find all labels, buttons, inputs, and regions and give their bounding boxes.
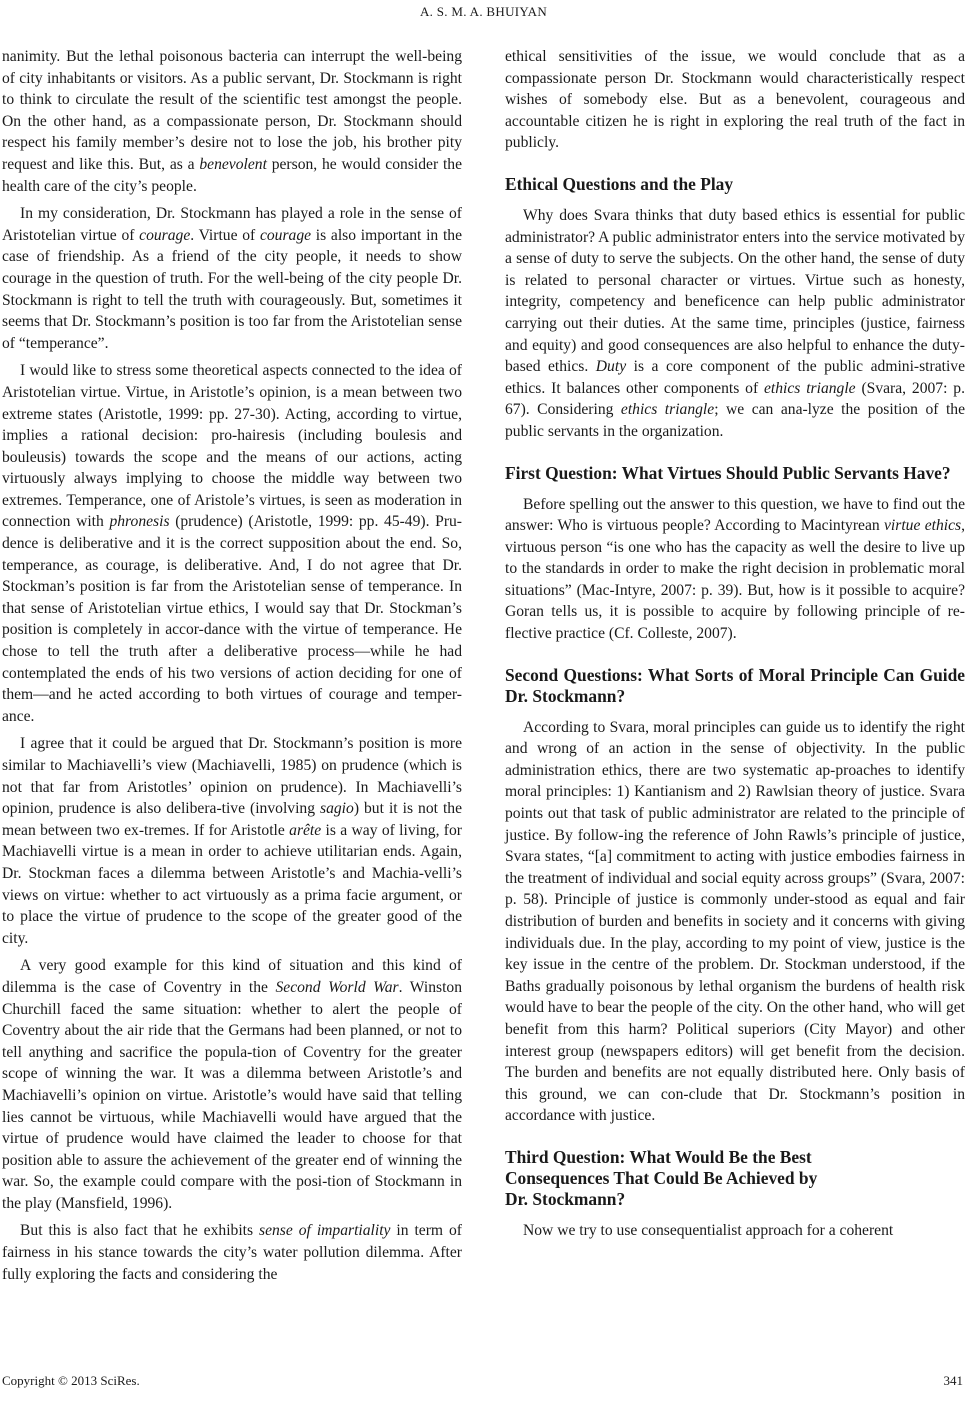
paragraph: Now we try to use consequentialist approach for a coherent [523, 1221, 894, 1239]
section-heading: First Question: What Virtues Should Public Servants Have? [505, 462, 951, 483]
right-column [505, 46, 965, 1242]
paragraph: I agree that it could be argued that Dr. Stockmann’s position is more similar to Machiavelli’s view (Machiavelli, 1985) on prudence (which is not that far from Aristotles’ opinion on prudence). In Machiavelli’s opinion, prudence is also delibera-tive (involving sagio) but it is not the mean between two ex-tremes. If for Aristotle arête is a way of living, for Machiavelli virtue is a mean in order to achieve utilitarian ends. Again, Dr. Stockman faces a dilemma between Aristotle’s and Machia-velli’s views on virtue: whether to act virtuously as a prima facie argument, or to place the virtue of prudence to the scope of the greater good of the city. [2, 735, 462, 947]
footer-copyright: Copyright © 2013 SciRes. [2, 1373, 140, 1388]
paragraph: ethical sensitivities of the issue, we would conclude that as a compassionate person Dr. Stockmann would characteristically respect wishes of somebody else. But as a benevolent, courageous and accountable citizen he is right in exploring the real truth of the fact in publicly. [505, 48, 965, 152]
section-heading: Ethical Questions and the Play [505, 173, 734, 194]
left-column [2, 46, 462, 1285]
page-number: 341 [943, 1373, 963, 1388]
paragraph: According to Svara, moral principles can guide us to identify the right and wrong of an action in the sense of objectivity. In the public administration ethics, there are two systematic ap-proaches to identify moral principles: 1) Kantianism and 2) Rawlsian theory of justice. Svara points out that task of public administrator are related to the principle of justice. By follow-ing the reference of John Rawls’s principle of justice, Svara states, “[a] commitment to acting with justice embodies fairness in the treatment of individual and social equity across groups” (Svara, 2007: p. 58). Principle of justice is commonly under-stood as equal and fair distribution of burden and benefits in society and it concerns with giving individuals due. In the play, according to my point of view, justice is the key issue in the centre of the problem. Dr. Stockman understood, if the Baths gradually poisonous by lethal organism the burdens of health risk would have to bear the people of the city. On the other hand, who will get benefit from this harm? Political superiors (City Mayor) and other interest group (newspapers editors) will get benefit from the decision. The burden and benefits are not equally distributed here. Only basis of this ground, we can con-clude that Dr. Stockmann’s position in accordance with justice. [505, 718, 965, 1125]
paragraph: I would like to stress some theoretical aspects connected to the idea of Aristotelian virtue. Virtue, in Aristotle’s opinion, is a mean between two extreme states (Aristotle, 1999: pp. 27-30). Acting, according to virtue, implies a rational decision: pro-hairesis (including boulesis and bouleusis) towards the scope and the means of our actions, acting virtuously always implying to choose the middle way between two extremes. Temperance, one of Aristole’s virtues, is seen as moderation in connection with phronesis (prudence) (Aristotle, 1999: pp. 45-49). Pru-dence is deliberative and it is the correct supposition about the end. So, temperance, as courage, is deliberative. And, I do not agree that Dr. Stockman’s position is far from the Aristotelian sense of temperance. In that sense of Aristotelian virtue ethics, I would say that Dr. Stockman’s position is completely in accor-dance with the virtue of temperance. He chose to tell the truth after a deliberative process—while he had contemplated the ends of his two versions of action deciding for one of them—and he acted according to both virtues of courage and temper-ance. [2, 362, 462, 725]
section-heading: Second Questions: What Sorts of Moral Principle Can Guide Dr. Stockmann? [505, 664, 965, 706]
paragraph: Why does Svara thinks that duty based ethics is essential for public administrator? A public administrator enters into the service motivated by a sense of duty to serve the subjects. On the other hand, the sense of duty is related to personal character or virtues. Virtue such as honesty, integrity, competency and beneficence can help public administrator carrying out their duties. At the same time, principles (justice, fairness and equity) and good consequences are also helpful to enhance the duty-based ethics. Duty is a core component of the public admini-strative ethics. It balances other components of ethics triangle (Svara, 2007: p. 67). Considering ethics triangle; we can ana-lyze the position of the public servants in the organization. [505, 206, 966, 440]
paragraph: But this is also fact that he exhibits sense of impartiality in term of fairness in his stance towards the city’s water pollution dilemma. After fully exploring the facts and considering the [2, 1222, 462, 1283]
paragraph: nanimity. But the lethal poisonous bacteria can interrupt the well-being of city inhabitants or visitors. As a public servant, Dr. Stockmann is right to think to circulate the result of the scientific test amongst the people. On the other hand, as a compassionate person, Dr. Stockmann should respect his family member’s desire not to lose the job, his brother pity request and like this. But, as a benevolent person, he would consider the health care of the city’s people. [2, 48, 462, 195]
paragraph: Before spelling out the answer to this question, we have to find out the answer: Who is virtuous people? According to Macintyrean virtue ethics, virtuous person “is one who has the capacity as well the desire to live up to the standards in order to make the right decision in problematic moral situations” (Mac-Intyre, 2007: p. 39). But, how is it possible to acquire? Goran tells us, it is possible to acquire by following principle of re-flective practice (Cf. Colleste, 2007). [505, 495, 965, 643]
running-head: A. S. M. A. BHUIYAN [419, 4, 548, 19]
paragraph: A very good example for this kind of situation and this kind of dilemma is the case of Coventry in the Second World War. Winston Churchill faced the same situation: whether to alert the people of Coventry about the air ride that the Germans had been planned, or not to tell anything and sacrifice the popula-tion of Coventry for the greater scope of winning the war. It was a dilemma between Aristotle’s and Machiavelli’s opinion on virtue. Aristotle’s would have said that telling lies cannot be virtuous, while Machiavelli would have argued that the virtue of prudence would have claimed the leader to choose for that position able to assure the achievement of the greater end of winning the war. So, the example could compare with the posi-tion of Stockmann in the play (Mansfield, 1996). [2, 957, 462, 1212]
paragraph: In my consideration, Dr. Stockmann has played a role in the sense of Aristotelian virtue of courage. Virtue of courage is also important in the case of friendship. As a friend of the city people, it needs to show courage in the question of truth. For the well-being of the city people Dr. Stockmann is right to tell the truth with courageously. But, sometimes it seems that Dr. Stockmann’s position is too far from the Aristotelian sense of “temperance”. [2, 205, 463, 352]
section-heading: Third Question: What Would Be the Best Consequences That Could Be Achieved by Dr. Stockmann? [505, 1146, 818, 1209]
